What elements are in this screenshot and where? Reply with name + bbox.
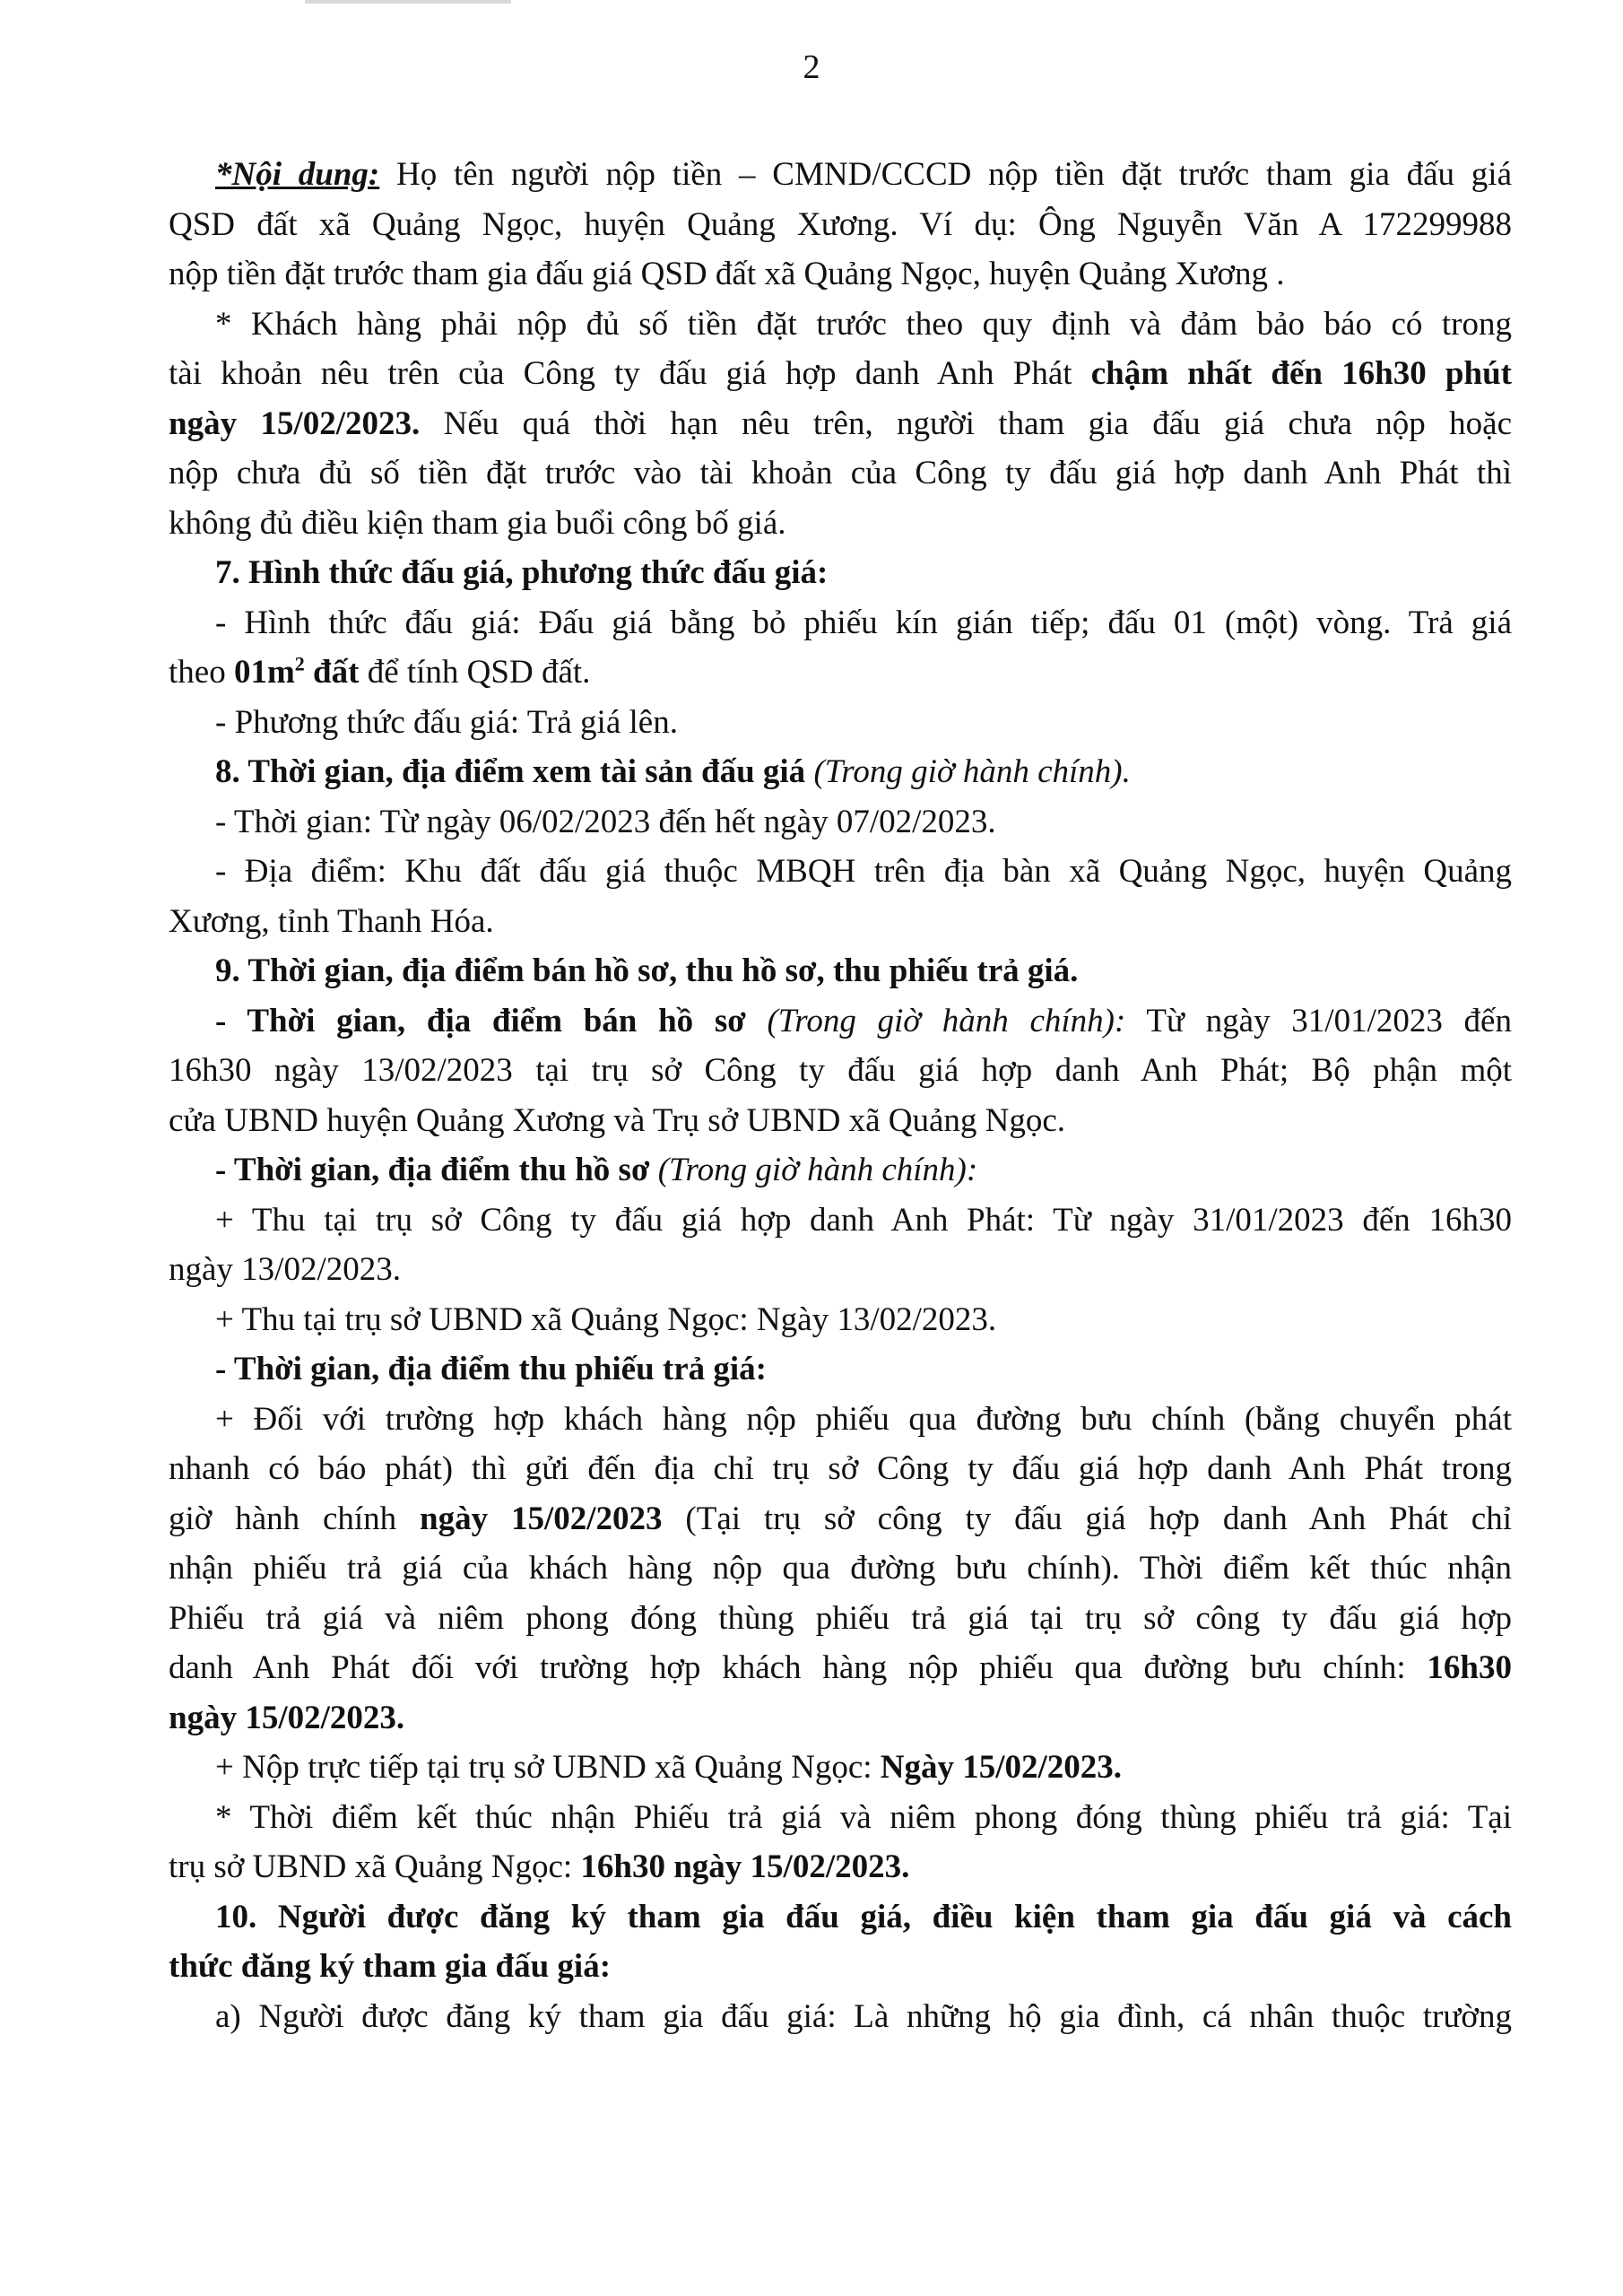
text-line: 16h30 ngày 13/02/2023 tại trụ sở Công ty đấu giá hợp danh Anh Phát; Bộ phận một [169, 1052, 1512, 1089]
text-line: - Hình thức đấu giá: Đấu giá bằng bỏ phiếu kín gián tiếp; đấu 01 (một) vòng. Trả giá [215, 604, 1512, 641]
text-line: nhanh có báo phát) thì gửi đến địa chỉ trụ sở Công ty đấu giá hợp danh Anh Phát trong [169, 1450, 1512, 1487]
document-body [169, 150, 1512, 2041]
text-line: - Thời gian: Từ ngày 06/02/2023 đến hết ngày 07/02/2023. [215, 803, 996, 840]
text-line: + Đối với trường hợp khách hàng nộp phiếu qua đường bưu chính (bằng chuyển phát [215, 1400, 1512, 1438]
text-line: - Thời gian, địa điểm thu phiếu trả giá: [215, 1351, 767, 1387]
text-line: giờ hành chính ngày 15/02/2023 (Tại trụ sở công ty đấu giá hợp danh Anh Phát chỉ [169, 1500, 1512, 1537]
text-line: + Thu tại trụ sở UBND xã Quảng Ngọc: Ngày 13/02/2023. [215, 1300, 997, 1338]
text-line: theo $01m^2$ đất để tính QSD đất. [169, 652, 591, 691]
section-heading-8: 8. Thời gian, địa điểm xem tài sản đấu giá (Trong giờ hành chính). [215, 753, 1131, 790]
text-line: không đủ điều kiện tham gia buổi công bố giá. [169, 504, 786, 542]
section-heading-7: 7. Hình thức đấu giá, phương thức đấu giá: [215, 554, 829, 591]
text-line: Phiếu trả giá và niêm phong đóng thùng phiếu trả giá tại trụ sở công ty đấu giá hợp [169, 1599, 1512, 1637]
text-line: *Nội dung: Họ tên người nộp tiền – CMND/CCCD nộp tiền đặt trước tham gia đấu giá [215, 156, 1512, 193]
text-line: ngày 15/02/2023. Nếu quá thời hạn nêu trên, người tham gia đấu giá chưa nộp hoặc [169, 404, 1512, 442]
text-line: * Thời điểm kết thúc nhận Phiếu trả giá và niêm phong đóng thùng phiếu trả giá: Tại [215, 1798, 1512, 1836]
text-line: - Phương thức đấu giá: Trả giá lên. [215, 703, 678, 741]
text-line: QSD đất xã Quảng Ngọc, huyện Quảng Xương. Ví dụ: Ông Nguyễn Văn A 172299988 [169, 205, 1512, 243]
text-line: Xương, tỉnh Thanh Hóa. [169, 902, 494, 940]
text-line: ngày 15/02/2023. [169, 1699, 405, 1736]
text-line: danh Anh Phát đối với trường hợp khách hàng nộp phiếu qua đường bưu chính: 16h30 [169, 1649, 1512, 1686]
text-line: trụ sở UBND xã Quảng Ngọc: 16h30 ngày 15/02/2023. [169, 1848, 910, 1885]
page-number: 2 [803, 48, 820, 86]
text-line: nhận phiếu trả giá của khách hàng nộp qua đường bưu chính). Thời điểm kết thúc nhận [169, 1550, 1512, 1587]
text-line: cửa UBND huyện Quảng Xương và Trụ sở UBND xã Quảng Ngọc. [169, 1101, 1066, 1139]
text-line: - Thời gian, địa điểm bán hồ sơ (Trong giờ hành chính): Từ ngày 31/01/2023 đến [215, 1002, 1512, 1039]
section-heading-9: 9. Thời gian, địa điểm bán hồ sơ, thu hồ sơ, thu phiếu trả giá. [215, 952, 1079, 989]
scan-artifact [305, 0, 511, 4]
content-label: *Nội dung: [215, 156, 380, 193]
text-line: * Khách hàng phải nộp đủ số tiền đặt trước theo quy định và đảm bảo báo có trong [215, 305, 1512, 343]
text-line: nộp tiền đặt trước tham gia đấu giá QSD đất xã Quảng Ngọc, huyện Quảng Xương . [169, 256, 1285, 292]
text-line: nộp chưa đủ số tiền đặt trước vào tài khoản của Công ty đấu giá hợp danh Anh Phát thì [169, 455, 1512, 491]
text-line: a) Người được đăng ký tham gia đấu giá: Là những hộ gia đình, cá nhân thuộc trường [215, 1997, 1512, 2035]
text-line: thức đăng ký tham gia đấu giá: [169, 1948, 612, 1985]
section-heading-10: 10. Người được đăng ký tham gia đấu giá, điều kiện tham gia đấu giá và cách [215, 1898, 1512, 1935]
text-line: + Thu tại trụ sở Công ty đấu giá hợp danh Anh Phát: Từ ngày 31/01/2023 đến 16h30 [215, 1201, 1512, 1239]
text-line: - Địa điểm: Khu đất đấu giá thuộc MBQH trên địa bàn xã Quảng Ngọc, huyện Quảng [215, 853, 1512, 890]
text-line: ngày 13/02/2023. [169, 1251, 401, 1288]
text-line: tài khoản nêu trên của Công ty đấu giá hợp danh Anh Phát chậm nhất đến 16h30 phút [169, 355, 1512, 392]
text-line: - Thời gian, địa điểm thu hồ sơ (Trong giờ hành chính): [215, 1152, 978, 1188]
text-line: + Nộp trực tiếp tại trụ sở UBND xã Quảng Ngọc: Ngày 15/02/2023. [215, 1749, 1123, 1786]
